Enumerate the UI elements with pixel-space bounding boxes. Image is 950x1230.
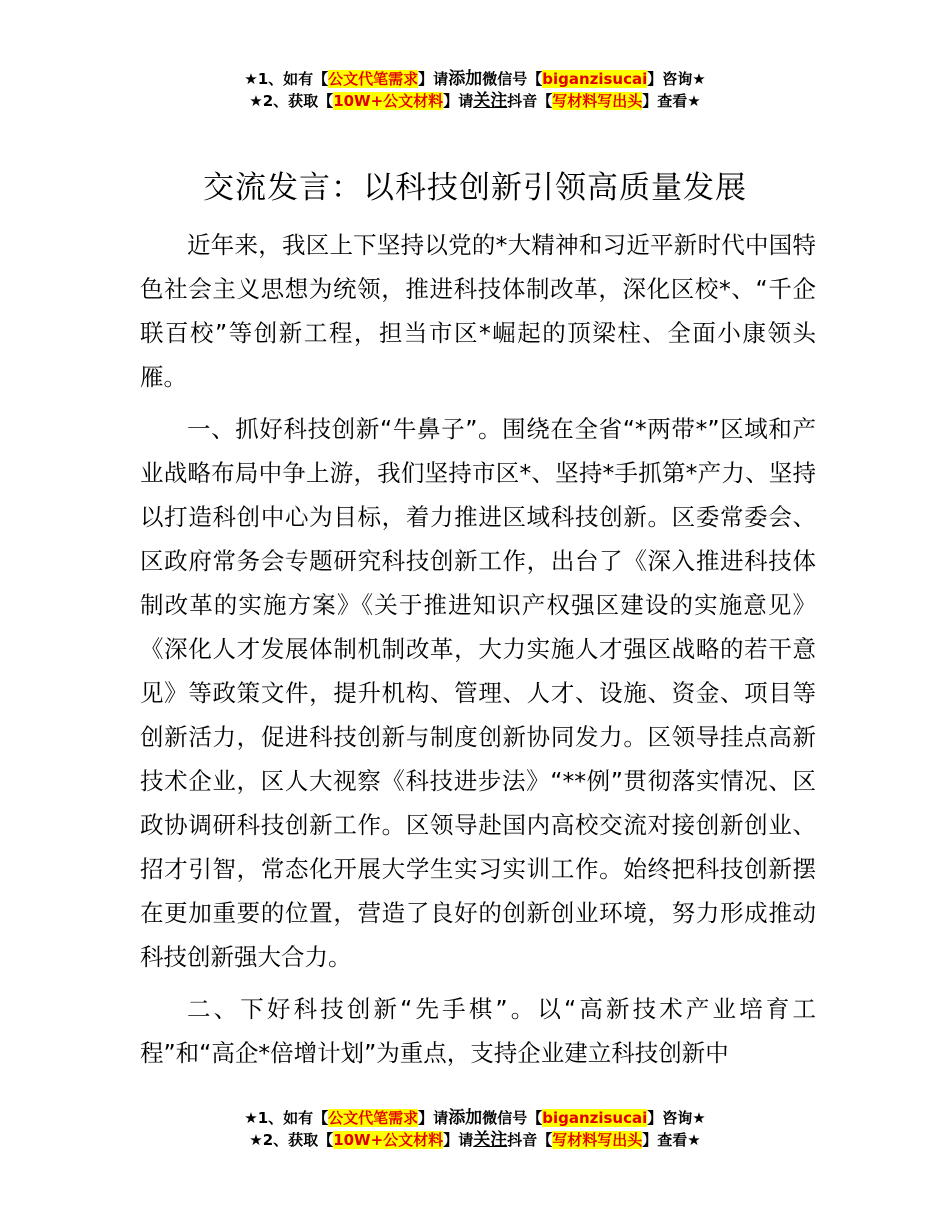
promo-douyin-id: 写材料写出头 — [552, 1131, 643, 1149]
promo-wechat-id: biganzisucai — [542, 70, 648, 88]
promo-emphasis: 关注 — [473, 1130, 508, 1150]
promo-text: ★1、如有【 — [244, 70, 329, 88]
promo-highlight: 10W+公文材料 — [333, 1131, 444, 1149]
paragraph-intro: 近年来，我区上下坚持以党的*大精神和习近平新时代中国特色社会主义思想为统领，推进科技体制改革，深化区校*、“千企联百校”等创新工程，担当市区*崛起的顶梁柱、全面小康领头雁。 — [140, 231, 816, 391]
paragraph-section-2: 二、下好科技创新“先手棋”。以“高新技术产业培育工程”和“高企*倍增计划”为重点，支持企业建立科技创新中 — [140, 995, 816, 1067]
promo-highlight: 10W+公文材料 — [333, 92, 444, 110]
promo-line-2 — [0, 1129, 950, 1151]
promo-highlight: 公文代笔需求 — [328, 1109, 419, 1127]
promo-footer — [0, 1107, 950, 1151]
paragraph-section-1: 一、抓好科技创新“牛鼻子”。围绕在全省“*两带*”区域和产业战略布局中争上游，我们坚持市区*、坚持*手抓第*产力、坚持以打造科创中心为目标，着力推进区域科技创新。区委常委会、区政府常务会专题研究科技创新工作，出台了《深入推进科技体制改革的实施方案》《关于推进知识产权强区建设的实施意见》《深化人才发展体制机制改革，大力实施人才强区战略的若干意见》等政策文件，提升机构、管理、人才、设施、资金、项目等创新活力，促进科技创新与制度创新协同发力。区领导挂点高新技术企业，区人大视察《科技进步法》“**例”贯彻落实情况、区政协调研科技创新工作。区领导赴国内高校交流对接创新创业、招才引智，常态化开展大学生实习实训工作。始终把科技创新摆在更加重要的位置，营造了良好的创新创业环境，努力形成推动科技创新强大合力。 — [140, 415, 816, 971]
promo-text: 】查看★ — [642, 1131, 701, 1149]
promo-emphasis: 添加 — [448, 69, 483, 89]
promo-douyin-id: 写材料写出头 — [552, 92, 643, 110]
promo-header — [0, 68, 950, 112]
promo-text: 抖音【 — [507, 92, 553, 110]
promo-text: 】请 — [418, 1109, 449, 1127]
promo-wechat-id: biganzisucai — [542, 1109, 648, 1127]
promo-text: 】请 — [418, 70, 449, 88]
promo-text: ★2、获取【 — [249, 1131, 334, 1149]
promo-line-1 — [0, 1107, 950, 1129]
promo-text: 】请 — [443, 92, 474, 110]
promo-text: 微信号【 — [482, 70, 543, 88]
promo-emphasis: 关注 — [473, 91, 508, 111]
promo-emphasis: 添加 — [448, 1108, 483, 1128]
promo-text: 】咨询★ — [647, 70, 706, 88]
promo-line-2 — [0, 90, 950, 112]
promo-text: 】请 — [443, 1131, 474, 1149]
promo-text: ★1、如有【 — [244, 1109, 329, 1127]
promo-line-1 — [0, 68, 950, 90]
promo-text: ★2、获取【 — [249, 92, 334, 110]
document-body — [140, 223, 816, 1083]
document-title: 交流发言：以科技创新引领高质量发展 — [203, 170, 747, 206]
promo-text: 】咨询★ — [647, 1109, 706, 1127]
promo-text: 抖音【 — [507, 1131, 553, 1149]
promo-text: 微信号【 — [482, 1109, 543, 1127]
promo-text: 】查看★ — [642, 92, 701, 110]
promo-highlight: 公文代笔需求 — [328, 70, 419, 88]
